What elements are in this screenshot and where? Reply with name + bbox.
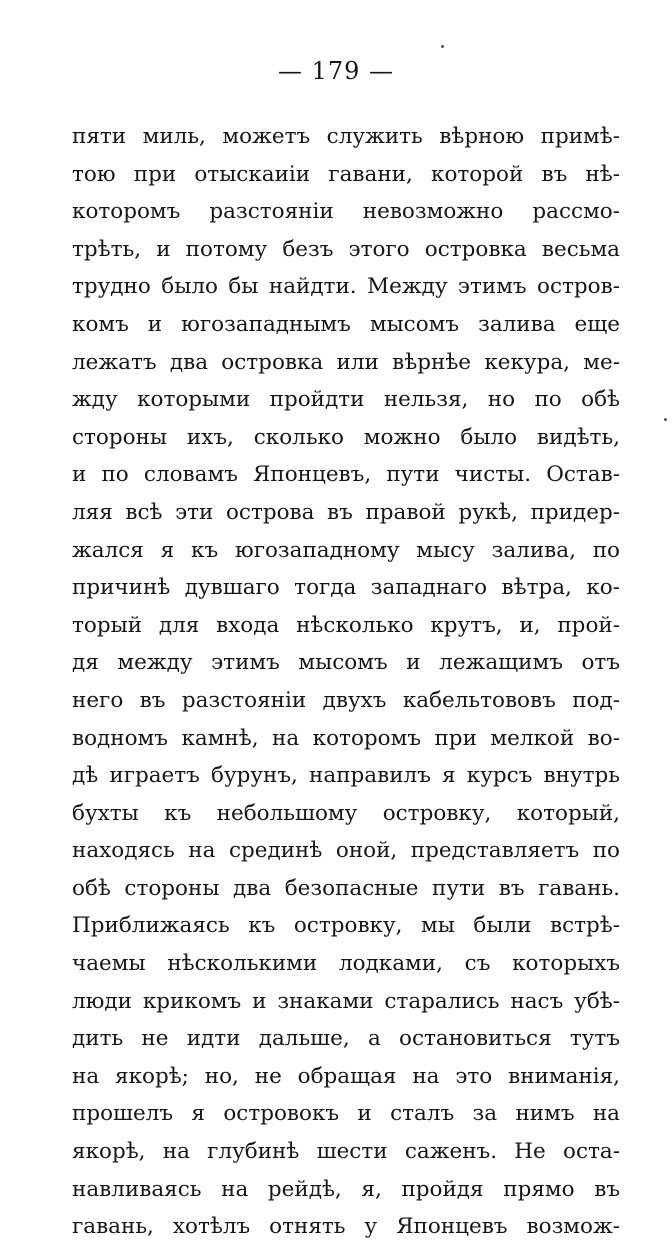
text-line: причинѣ дувшаго тогда западнаго вѣтра, ко- <box>72 575 620 601</box>
text-line: дя между этимъ мысомъ и лежащимъ отъ <box>72 650 620 676</box>
text-line: находясь на срединѣ оной, представляетъ по <box>72 838 620 864</box>
text-line: которомъ разстояніи невозможно рассмо- <box>72 199 620 225</box>
text-line: и по словамъ Японцевъ, пути чисты. Остав- <box>72 462 620 488</box>
text-line: ляя всѣ эти острова въ правой рукѣ, придер- <box>72 499 620 525</box>
text-line: водномъ камнѣ, на которомъ при мелкой во- <box>72 725 620 751</box>
text-line: дить не идти дальше, а остановиться тутъ <box>72 1026 620 1052</box>
page-number: — 179 — <box>277 57 395 85</box>
text-line: трѣть, и потому безъ этого островка весьма <box>72 236 620 262</box>
text-line: бухты къ небольшому островку, который, <box>72 800 620 826</box>
text-line: него въ разстояніи двухъ кабельтововъ под- <box>72 687 620 713</box>
text-line: трудно было бы найдти. Между этимъ остров- <box>72 274 620 300</box>
print-speck <box>441 45 444 48</box>
text-line: дѣ играетъ бурунъ, направилъ я курсъ внутрь <box>72 763 620 789</box>
text-line: пяти миль, можетъ служить вѣрною примѣ- <box>72 124 620 149</box>
text-line: гавань, хотѣлъ отнять у Японцевъ возмож- <box>72 1214 620 1240</box>
text-line: торый для входа нѣсколько крутъ, и, прой- <box>72 612 620 638</box>
print-speck <box>664 418 667 421</box>
text-line: на якорѣ; но, не обращая на это вниманія, <box>72 1063 620 1089</box>
text-line: люди крикомъ и знаками старались насъ убѣ- <box>72 988 620 1014</box>
text-line: комъ и югозападнымъ мысомъ залива еще <box>72 311 620 337</box>
text-line: навливаясь на рейдѣ, я, пройдя прямо въ <box>72 1176 620 1202</box>
text-line: жду которыми пройдти нельзя, но по обѣ <box>72 387 620 413</box>
text-line: обѣ стороны два безопасные пути въ гавань. <box>72 875 620 901</box>
text-line: чаемы нѣсколькими лодками, съ которыхъ <box>72 951 620 977</box>
text-line: якорѣ, на глубинѣ шести саженъ. Не оста- <box>72 1139 620 1165</box>
text-line: лежатъ два островка или вѣрнѣе кекура, ме- <box>72 349 620 375</box>
text-line: прошелъ я островокъ и сталъ за нимъ на <box>72 1101 620 1127</box>
text-line: жался я къ югозападному мысу залива, по <box>72 537 620 563</box>
text-line: Приближаясь къ островку, мы были встрѣ- <box>72 913 620 939</box>
body-text <box>72 118 620 1246</box>
text-line: тою при отыскаиіи гавани, которой въ нѣ- <box>72 161 620 187</box>
text-line: стороны ихъ, сколько можно было видѣть, <box>72 424 620 450</box>
